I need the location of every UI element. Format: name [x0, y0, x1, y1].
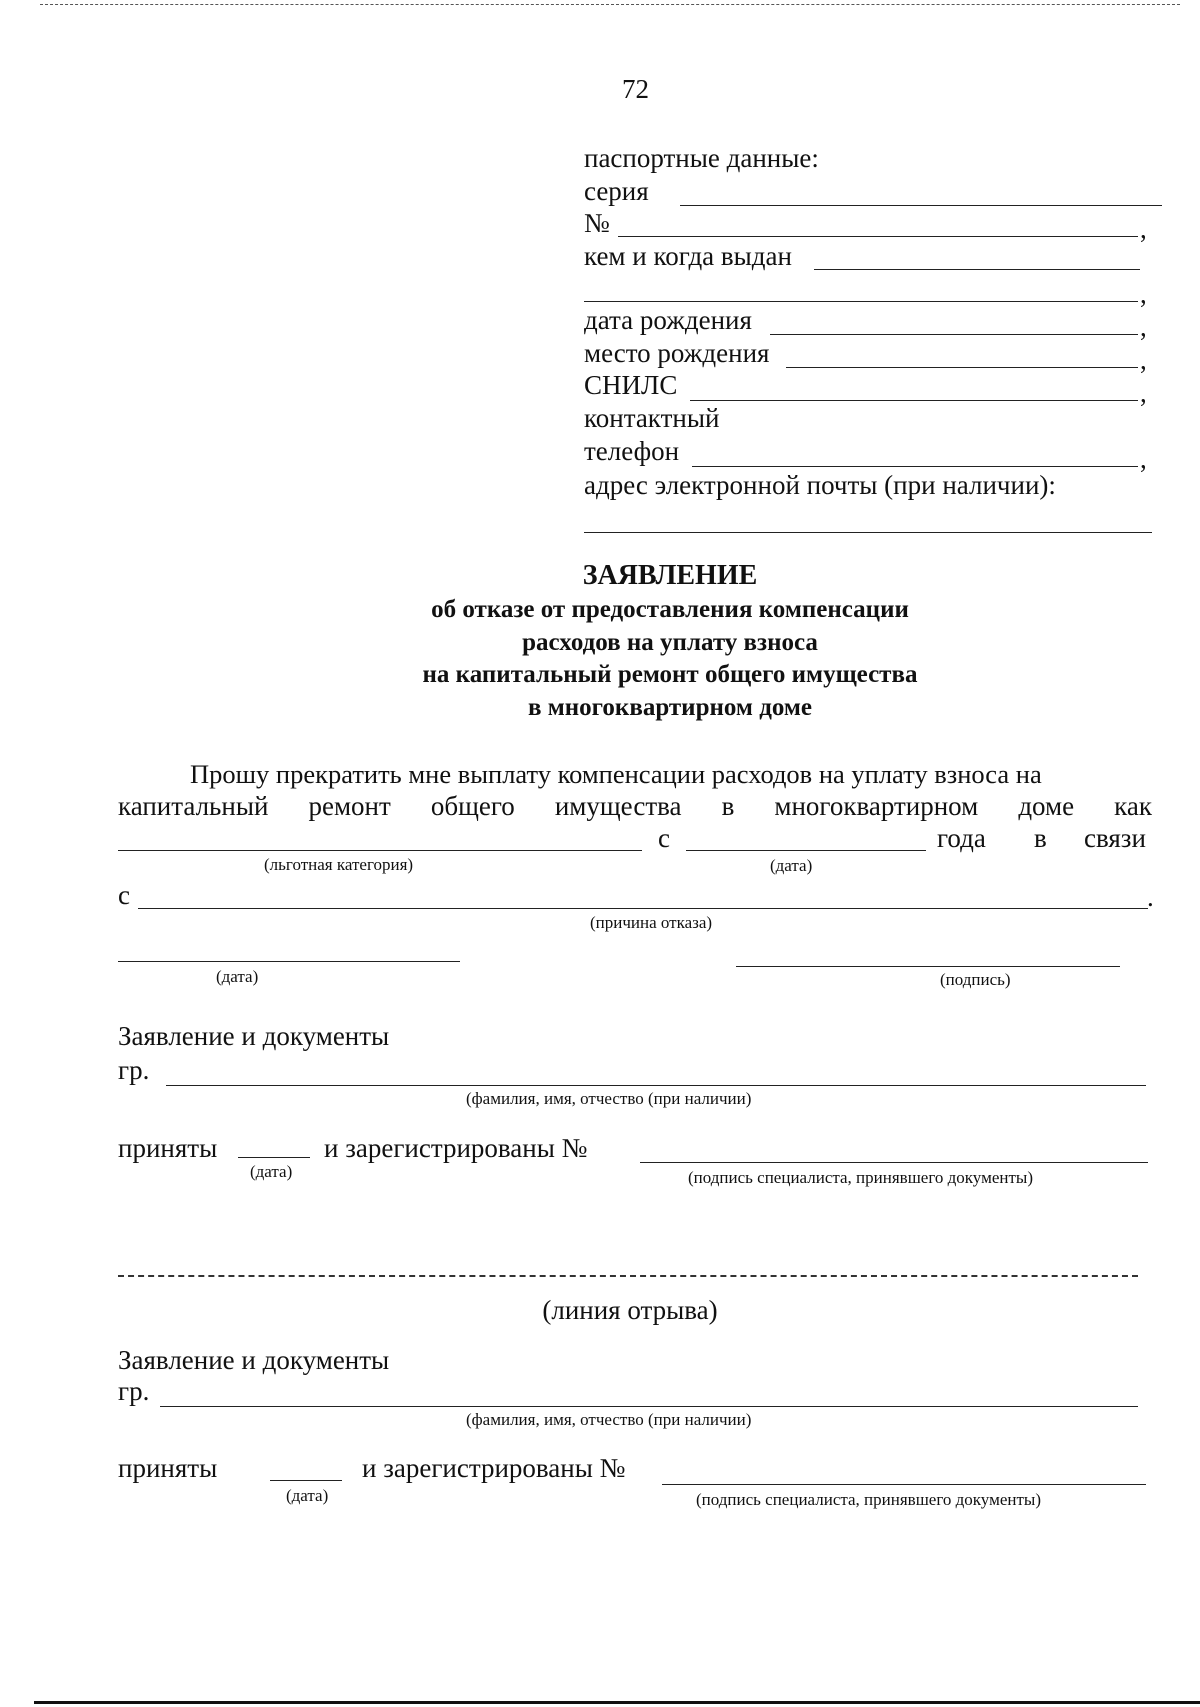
word-7: доме [1018, 791, 1075, 821]
number-comma: , [1140, 214, 1147, 244]
word-2: ремонт [308, 791, 391, 821]
receipt2-citizen-label: гр. [118, 1376, 150, 1406]
receipt1-specialist-field[interactable] [640, 1162, 1148, 1163]
category-field[interactable] [118, 850, 642, 851]
word-1: капитальный [118, 791, 269, 821]
receipt2-caption-date: (дата) [286, 1486, 329, 1505]
word-4: имущества [554, 791, 682, 821]
issued-field-continued[interactable] [584, 301, 1138, 302]
caption-sign-date: (дата) [216, 967, 259, 986]
title-line-3: на капитальный ремонт общего имущества [422, 661, 918, 688]
receipt2-caption-fio: (фамилия, имя, отчество (при наличии) [466, 1410, 752, 1429]
birth-place-label: место рождения [584, 338, 770, 368]
number-label: № [584, 208, 610, 238]
phone-label: телефон [584, 436, 680, 466]
phone-comma: , [1140, 444, 1147, 474]
receipt2-docs-label: Заявление и документы [118, 1345, 390, 1375]
caption-since-date: (дата) [770, 856, 813, 875]
title-line-2: расходов на уплату взноса [522, 629, 818, 656]
receipt1-accepted-label: приняты [118, 1133, 218, 1163]
receipt1-registered-label: и зарегистрированы № [324, 1133, 588, 1163]
receipt1-caption-specialist: (подпись специалиста, принявшего документы) [688, 1168, 1033, 1187]
body-line-1: Прошу прекратить мне выплату компенсации расходов на уплату взноса на [190, 759, 1042, 789]
contact-label: контактный [584, 403, 720, 433]
body-line-2 [118, 791, 1152, 821]
connection-word: связи [1084, 823, 1146, 853]
page-number: 72 [622, 74, 649, 104]
birth-place-comma: , [1140, 345, 1147, 375]
document-heading: ЗАЯВЛЕНИЕ [582, 560, 758, 591]
birth-date-label: дата рождения [584, 305, 752, 335]
receipt1-caption-fio: (фамилия, имя, отчество (при наличии) [466, 1089, 752, 1108]
receipt2-accepted-label: приняты [118, 1453, 218, 1483]
scan-bottom-edge [34, 1701, 1200, 1704]
phone-field[interactable] [692, 466, 1138, 467]
reason-period: . [1147, 882, 1154, 912]
issued-field[interactable] [814, 269, 1140, 270]
since-word: с [658, 823, 670, 853]
snils-comma: , [1140, 378, 1147, 408]
receipt1-date-field[interactable] [238, 1157, 310, 1158]
birth-place-field[interactable] [786, 367, 1138, 368]
email-label: адрес электронной почты (при наличии): [584, 470, 1056, 500]
signature-field[interactable] [736, 966, 1120, 967]
tear-line [118, 1275, 1138, 1277]
issued-comma: , [1140, 279, 1147, 309]
caption-category: (льготная категория) [264, 855, 414, 874]
word-3: общего [430, 791, 515, 821]
title-line-1: об отказе от предоставления компенсации [431, 596, 909, 623]
issued-label: кем и когда выдан [584, 241, 792, 271]
receipt1-docs-label: Заявление и документы [118, 1021, 390, 1051]
email-field[interactable] [584, 532, 1152, 533]
caption-signature: (подпись) [940, 970, 1011, 989]
birth-date-comma: , [1140, 312, 1147, 342]
word-5: в [721, 791, 735, 821]
series-label: серия [584, 176, 649, 206]
tear-line-label: (линия отрыва) [542, 1295, 718, 1325]
receipt2-specialist-field[interactable] [662, 1484, 1146, 1485]
since-date-field[interactable] [686, 850, 926, 851]
series-field[interactable] [680, 205, 1162, 206]
birth-date-field[interactable] [770, 334, 1138, 335]
passport-label: паспортные данные: [584, 143, 819, 173]
reason-field[interactable] [138, 908, 1148, 909]
snils-field[interactable] [690, 400, 1138, 401]
receipt2-fio-field[interactable] [160, 1406, 1138, 1407]
receipt1-fio-field[interactable] [166, 1085, 1146, 1086]
word-6: многоквартирном [774, 791, 979, 821]
title-line-4: в многоквартирном доме [528, 694, 812, 721]
in-word: в [1034, 823, 1047, 853]
receipt2-caption-specialist: (подпись специалиста, принявшего документы) [696, 1490, 1041, 1509]
receipt2-registered-label: и зарегистрированы № [362, 1453, 626, 1483]
year-word: года [937, 823, 986, 853]
caption-reason: (причина отказа) [590, 913, 713, 932]
sign-date-field[interactable] [118, 961, 460, 962]
snils-label: СНИЛС [584, 370, 678, 400]
receipt2-date-field[interactable] [270, 1480, 342, 1481]
receipt1-caption-date: (дата) [250, 1162, 293, 1181]
number-field[interactable] [618, 236, 1138, 237]
scan-top-edge [40, 4, 1180, 5]
word-8: как [1114, 791, 1152, 821]
receipt1-citizen-label: гр. [118, 1055, 150, 1085]
with-word: с [118, 880, 130, 910]
